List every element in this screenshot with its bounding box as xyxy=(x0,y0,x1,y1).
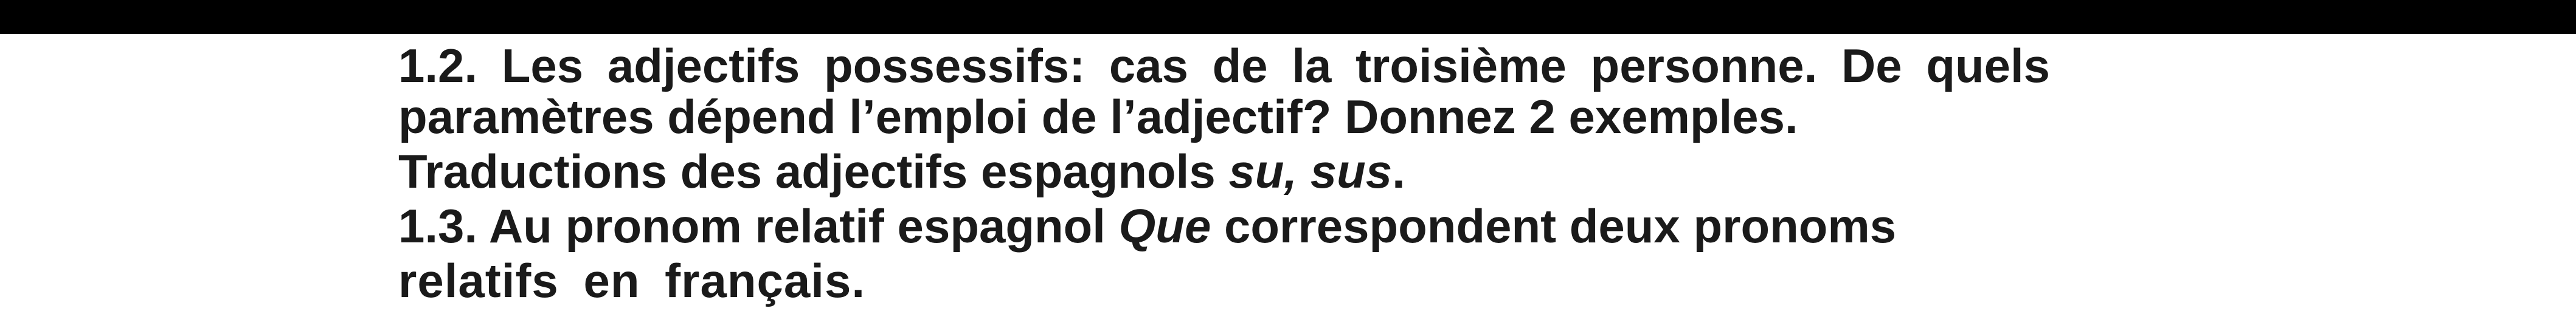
document-body xyxy=(398,0,2575,307)
question-1-3-line-1 xyxy=(398,196,1896,256)
spanish-pronoun: Que xyxy=(1118,199,1211,253)
question-1-2-line-3 xyxy=(398,141,1405,202)
line4-prefix: 1.3. Au pronom relatif espagnol xyxy=(398,199,1119,253)
question-1-2-line-2: paramètres dépend l’emploi de l’adjectif? Donnez 2 exemples. xyxy=(398,90,1798,143)
line3-prefix: Traductions des adjectifs espagnols xyxy=(398,145,1229,198)
question-1-2-line-1: 1.2. Les adjectifs possessifs: cas de la troisième personne. De quels xyxy=(398,39,2051,92)
spanish-adjectives: su, sus xyxy=(1228,145,1393,198)
question-1-3-line-2: relatifs en français. xyxy=(398,254,865,307)
line3-suffix: . xyxy=(1392,145,1405,198)
line4-suffix: correspondent deux pronoms xyxy=(1211,199,1897,253)
